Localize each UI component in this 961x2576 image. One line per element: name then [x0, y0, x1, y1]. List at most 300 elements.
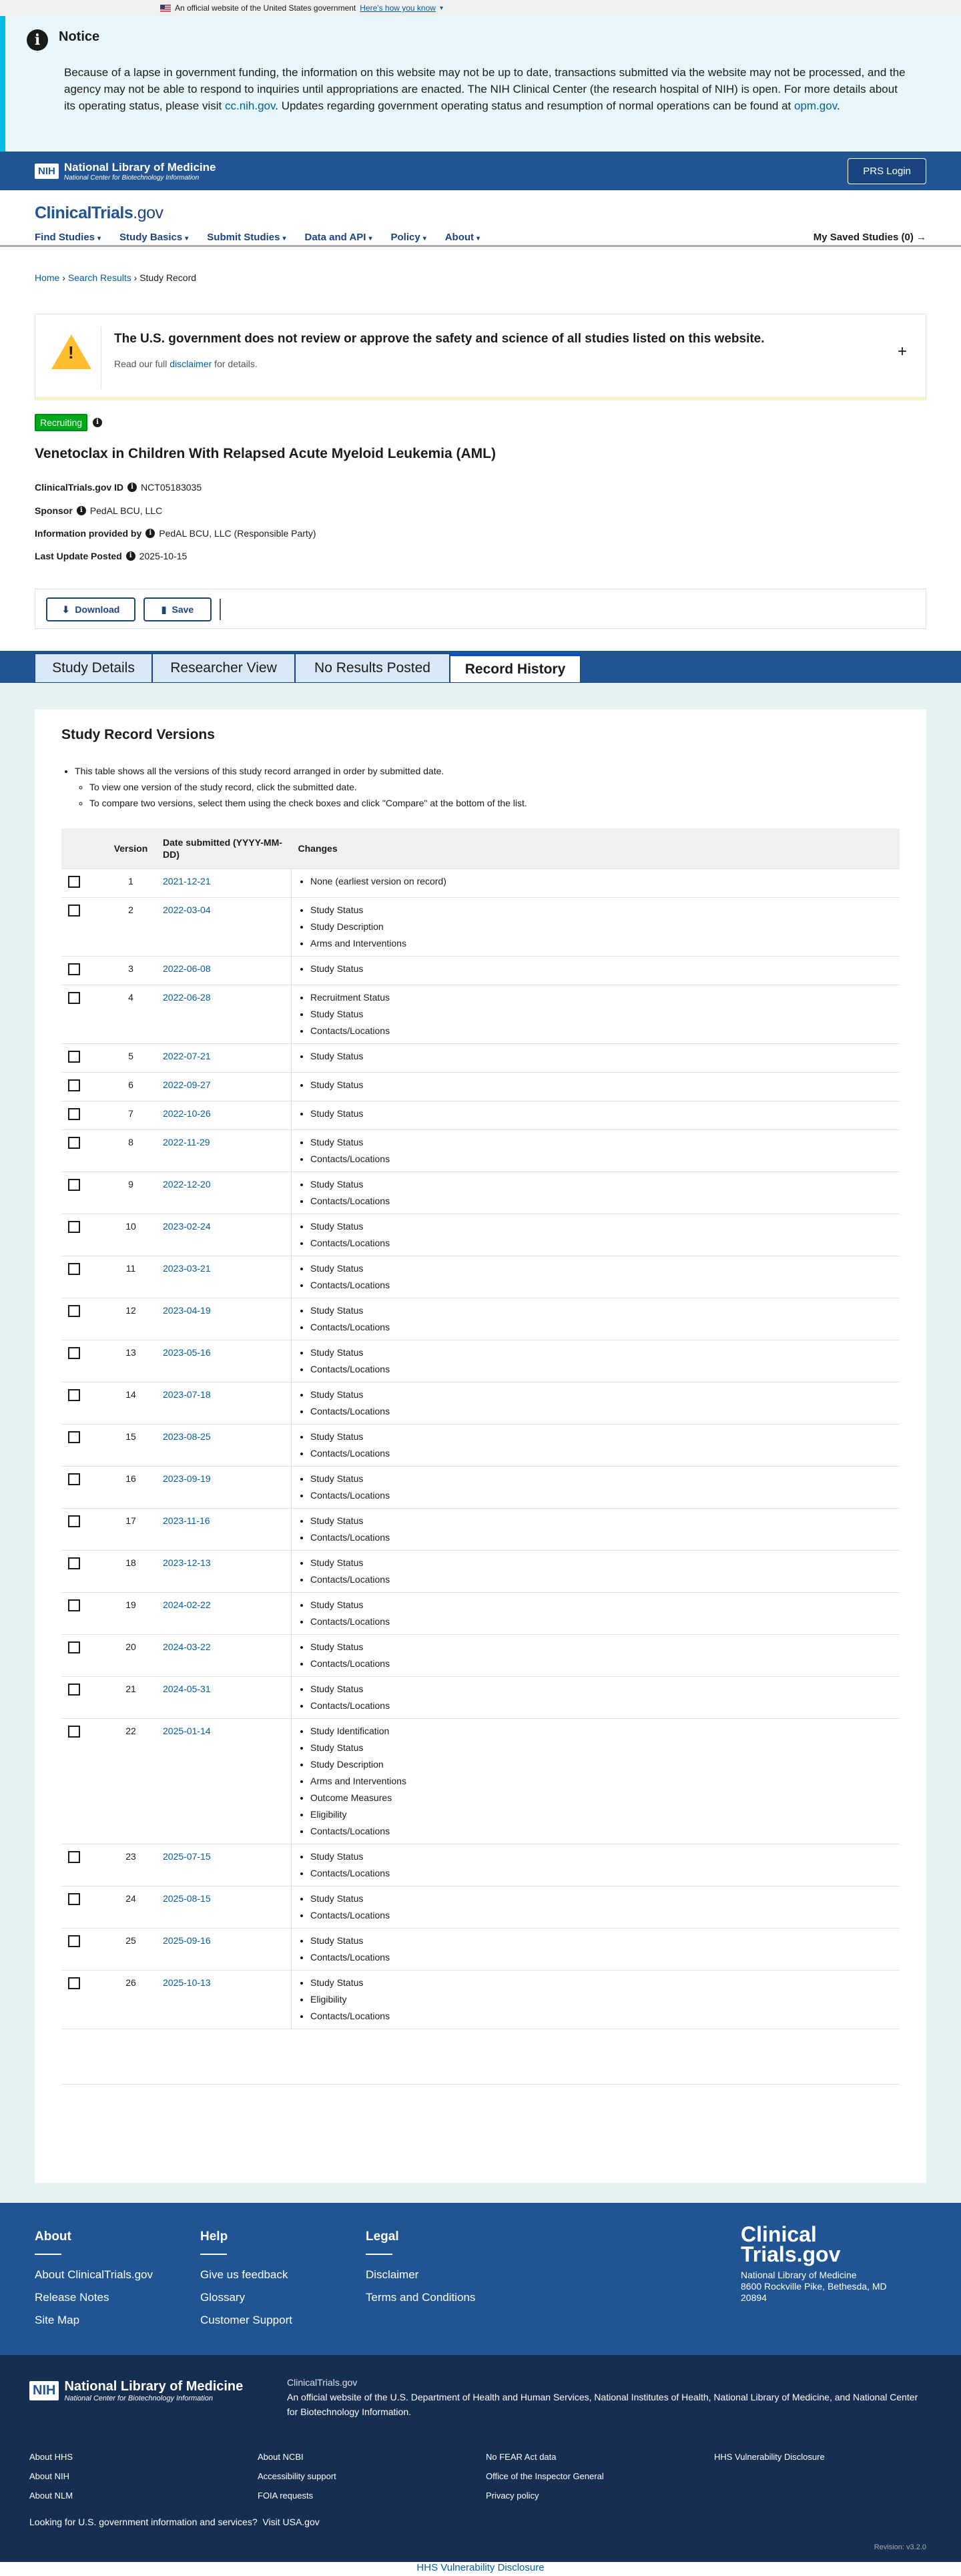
table-row	[61, 1101, 900, 1130]
breadcrumb-search-results[interactable]: Search Results	[67, 272, 131, 283]
table-row	[61, 1593, 900, 1635]
link-about-hhs[interactable]: About HHS	[29, 2452, 73, 2462]
footer-top	[0, 2203, 961, 2355]
table-row	[61, 1073, 900, 1101]
study-id: NCT05183035	[141, 482, 202, 493]
nav-submit-studies[interactable]: Submit Studies ▾	[207, 232, 286, 243]
nlm-link[interactable]: National Library of Medicine	[713, 2392, 830, 2402]
change-item: • Contacts/Locations	[310, 1487, 893, 1504]
changes-list	[298, 1597, 893, 1630]
nlm-header	[0, 152, 961, 190]
change-item: • Contacts/Locations	[310, 1907, 893, 1924]
change-item: • Contacts/Locations	[310, 1823, 893, 1840]
table-row	[61, 1509, 900, 1551]
last-update: 2025-10-15	[139, 551, 188, 561]
link-about-ncbi[interactable]: About NCBI	[258, 2452, 304, 2462]
info-icon[interactable]: i	[77, 506, 86, 515]
version-date-link[interactable]: 2025-08-15	[163, 1893, 211, 1904]
changes-list	[298, 1513, 893, 1546]
bookmark-icon: ▮	[161, 603, 167, 615]
changes-list	[298, 961, 893, 977]
table-row	[61, 985, 900, 1044]
version-date-link[interactable]: 2023-12-13	[163, 1557, 211, 1568]
compare-checkbox[interactable]	[68, 1515, 80, 1527]
how-you-know-link[interactable]: Here's how you know	[360, 3, 436, 13]
notice-text: Because of a lapse in government funding, the information on this website may not be up to date, transactions submitted via the website may not be processed, and the agency may not be able to respond to inquiries until appropriations are enacted. The NIH Clinical Center (the research hospital of NIH) is open. For more details about its operating status, please visit cc.nih.gov. Updates regarding government operating status and resumption of normal operations can be found at opm.gov.	[64, 66, 906, 112]
nav-study-basics[interactable]: Study Basics ▾	[119, 232, 189, 243]
compare-checkbox[interactable]	[68, 1473, 80, 1485]
col-changes: Changes	[292, 828, 900, 869]
info-icon[interactable]: i	[145, 529, 155, 538]
sponsor: PedAL BCU, LLC	[89, 505, 163, 516]
change-item: • Study Status	[310, 1302, 893, 1319]
table-row	[61, 1844, 900, 1886]
changes-list	[298, 1933, 893, 1966]
table-row	[61, 1719, 900, 1844]
version-number: 15	[105, 1425, 156, 1467]
changes-list	[298, 1681, 893, 1714]
change-item: • Study Status	[310, 1513, 893, 1529]
cc-nih-link[interactable]: cc.nih.gov	[224, 99, 276, 112]
compare-checkbox[interactable]	[68, 905, 80, 917]
chevron-down-icon: ▾	[439, 4, 443, 12]
change-item: • Study Status	[310, 1218, 893, 1235]
opm-link[interactable]: opm.gov	[794, 99, 837, 112]
version-number: 25	[105, 1928, 156, 1971]
change-item: • Study Status	[310, 1077, 893, 1093]
instructions: • This table shows all the versions of this study record arranged in order by submitted date. ◦ To view one version of the study record, click the submitted date. ◦ To compare two versions, select them using the check boxes and click "Compare" at the bottom of the list.	[61, 763, 527, 811]
change-item: • Contacts/Locations	[310, 2008, 893, 2025]
change-item: • Contacts/Locations	[310, 1571, 893, 1588]
table-row	[61, 1551, 900, 1593]
change-item: • Contacts/Locations	[310, 1403, 893, 1420]
change-item: • Contacts/Locations	[310, 1865, 893, 1882]
compare-checkbox[interactable]	[68, 1641, 80, 1653]
study-title: Venetoclax in Children With Relapsed Acute Myeloid Leukemia (AML)	[35, 446, 496, 461]
gov-banner	[0, 0, 961, 16]
chevron-down-icon: ▾	[476, 235, 480, 242]
version-date-link[interactable]: 2022-11-29	[163, 1137, 210, 1147]
changes-list	[298, 1077, 893, 1093]
compare-checkbox[interactable]	[68, 1599, 80, 1611]
usa-gov-link[interactable]: Visit USA.gov	[262, 2517, 320, 2527]
table-row	[61, 1635, 900, 1677]
change-item: • Contacts/Locations	[310, 1949, 893, 1966]
link-privacy[interactable]: Privacy policy	[486, 2491, 539, 2501]
version-date-link[interactable]: 2025-10-13	[163, 1977, 211, 1988]
us-flag-icon	[160, 5, 171, 12]
link-accessibility[interactable]: Accessibility support	[258, 2471, 336, 2481]
change-item: • Contacts/Locations	[310, 1023, 893, 1039]
chevron-down-icon: ▾	[282, 235, 286, 242]
table-row	[61, 1928, 900, 1971]
version-number: 16	[105, 1467, 156, 1509]
version-date-link[interactable]: 2021-12-21	[163, 876, 211, 886]
change-item: • Study Identification	[310, 1723, 893, 1740]
compare-checkbox[interactable]	[68, 1137, 80, 1149]
info-icon: i	[27, 29, 48, 51]
tab-study-details[interactable]: Study Details	[35, 654, 152, 683]
compare-checkbox[interactable]	[68, 1179, 80, 1191]
version-date-link[interactable]: 2022-12-20	[163, 1179, 211, 1190]
notice-title: Notice	[59, 29, 100, 44]
funding-notice	[0, 16, 961, 152]
version-date-link[interactable]: 2025-07-15	[163, 1851, 211, 1862]
nav-find-studies[interactable]: Find Studies ▾	[35, 232, 101, 243]
table-row	[61, 1425, 900, 1467]
site-header	[0, 190, 961, 247]
version-date-link[interactable]: 2023-02-24	[163, 1221, 211, 1232]
changes-list	[298, 1723, 893, 1840]
version-date-link[interactable]: 2022-10-26	[163, 1108, 211, 1119]
tab-record-history[interactable]: Record History	[450, 654, 581, 683]
version-date-link[interactable]: 2024-03-22	[163, 1641, 211, 1652]
changes-list	[298, 873, 893, 890]
version-date-link[interactable]: 2023-03-21	[163, 1263, 211, 1274]
footer-about: About About ClinicalTrials.gov Release Notes Site Map	[35, 2230, 153, 2326]
versions-table	[61, 828, 900, 2085]
prs-login-button[interactable]: PRS Login	[848, 158, 926, 184]
compare-checkbox[interactable]	[68, 1221, 80, 1233]
version-number: 11	[105, 1256, 156, 1298]
version-number: 13	[105, 1340, 156, 1382]
compare-checkbox[interactable]	[68, 1557, 80, 1569]
change-item: • Study Status	[310, 1176, 893, 1193]
hhs-link[interactable]: U.S. Department of Health and Human Services	[390, 2392, 589, 2402]
changes-list	[298, 1218, 893, 1252]
compare-checkbox[interactable]	[68, 992, 80, 1004]
version-date-link[interactable]: 2023-11-16	[163, 1515, 210, 1526]
version-number: 5	[105, 1044, 156, 1073]
change-item: • Study Description	[310, 919, 893, 935]
nav-about[interactable]: About ▾	[444, 232, 480, 243]
hhs-vulnerability-link[interactable]: HHS Vulnerability Disclosure	[416, 2562, 545, 2573]
footer-link-terms[interactable]: Terms and Conditions	[366, 2291, 476, 2304]
version-date-link[interactable]: 2023-08-25	[163, 1431, 211, 1442]
version-date-link[interactable]: 2022-06-28	[163, 992, 211, 1003]
version-number: 12	[105, 1298, 156, 1340]
footer-link-disclaimer[interactable]: Disclaimer	[366, 2268, 419, 2281]
footer-logo[interactable]: Clinical Trials.gov	[741, 2222, 841, 2266]
changes-list	[298, 1975, 893, 2025]
table-row	[61, 1044, 900, 1073]
version-date-link[interactable]: 2023-05-16	[163, 1347, 211, 1358]
breadcrumb-home[interactable]: Home	[35, 272, 60, 283]
change-item: • Study Status	[310, 1429, 893, 1445]
change-item: • Recruitment Status	[310, 989, 893, 1006]
table-row	[61, 1298, 900, 1340]
version-number: 18	[105, 1551, 156, 1593]
compare-checkbox[interactable]	[68, 1851, 80, 1863]
footer-brand	[741, 2224, 887, 2304]
download-icon: ⬇	[61, 603, 70, 615]
change-item: • Contacts/Locations	[310, 1613, 893, 1630]
footer-help: Help Give us feedback Glossary Customer Support	[200, 2230, 292, 2326]
compare-checkbox[interactable]	[68, 1431, 80, 1443]
change-item: • Study Status	[310, 902, 893, 919]
changes-list	[298, 1302, 893, 1336]
col-version: Version	[105, 828, 156, 869]
provided-by: PedAL BCU, LLC (Responsible Party)	[159, 528, 316, 539]
version-date-link[interactable]: 2024-05-31	[163, 1684, 211, 1694]
nih-logo: NIH	[35, 164, 59, 179]
change-item: • Outcome Measures	[310, 1790, 893, 1806]
compare-checkbox[interactable]	[68, 1389, 80, 1401]
changes-list	[298, 1429, 893, 1462]
status-badge: Recruiting	[35, 414, 87, 431]
change-item: • Study Status	[310, 1134, 893, 1151]
tab-researcher-view[interactable]: Researcher View	[152, 654, 295, 683]
version-number: 17	[105, 1509, 156, 1551]
chevron-down-icon: ▾	[185, 235, 189, 242]
version-number: 19	[105, 1593, 156, 1635]
footer-address: National Library of Medicine 8600 Rockville Pike, Bethesda, MD 20894	[741, 2270, 887, 2303]
change-item: • Contacts/Locations	[310, 1361, 893, 1378]
version-number: 24	[105, 1886, 156, 1928]
version-number: 22	[105, 1719, 156, 1844]
compare-checkbox[interactable]	[68, 1935, 80, 1947]
version-number: 23	[105, 1844, 156, 1886]
arrow-right-icon: →	[916, 232, 926, 243]
chevron-down-icon: ▾	[368, 235, 372, 242]
change-item: • None (earliest version on record)	[310, 873, 893, 890]
footer-col-4	[714, 2447, 825, 2467]
footer-link-site-map[interactable]: Site Map	[35, 2314, 80, 2326]
footer-col-2	[258, 2447, 336, 2505]
version-number: 20	[105, 1635, 156, 1677]
changes-list	[298, 989, 893, 1039]
compare-checkbox[interactable]	[68, 1726, 80, 1738]
footer-link-glossary[interactable]: Glossary	[200, 2291, 246, 2304]
changes-list	[298, 1260, 893, 1294]
footer-col-3	[486, 2447, 604, 2505]
change-item: • Contacts/Locations	[310, 1698, 893, 1714]
table-row	[61, 1677, 900, 1719]
revision: Revision: v3.2.0	[874, 2543, 926, 2551]
table-row	[61, 1172, 900, 1214]
change-item: • Study Status	[310, 1555, 893, 1571]
compare-checkbox[interactable]	[68, 1108, 80, 1120]
changes-list	[298, 1386, 893, 1420]
change-item: • Contacts/Locations	[310, 1319, 893, 1336]
breadcrumb: Home › Search Results › Study Record	[35, 272, 197, 283]
changes-list	[298, 1176, 893, 1210]
nav-data-api[interactable]: Data and API ▾	[304, 232, 372, 243]
link-vulnerability[interactable]: HHS Vulnerability Disclosure	[714, 2452, 825, 2462]
change-item: • Arms and Interventions	[310, 1773, 893, 1790]
chevron-down-icon: ▾	[97, 235, 101, 242]
disclaimer-link[interactable]: disclaimer	[170, 358, 212, 369]
change-item: • Study Status	[310, 1975, 893, 1991]
info-icon[interactable]: i	[127, 483, 137, 492]
footer-link-feedback[interactable]: Give us feedback	[200, 2268, 288, 2281]
change-item: • Study Status	[310, 1260, 893, 1277]
changes-list	[298, 1105, 893, 1122]
compare-checkbox[interactable]	[68, 1263, 80, 1275]
change-item: • Study Status	[310, 961, 893, 977]
version-date-link[interactable]: 2025-01-14	[163, 1726, 211, 1736]
change-item: • Study Status	[310, 1597, 893, 1613]
site-logo[interactable]: ClinicalTrials.gov	[35, 204, 164, 222]
disclaimer-heading: The U.S. government does not review or approve the safety and science of all studies listed on this website.	[114, 332, 765, 346]
change-item: • Study Status	[310, 1344, 893, 1361]
changes-list	[298, 1848, 893, 1882]
version-date-link[interactable]: 2022-06-08	[163, 963, 211, 974]
change-item: • Contacts/Locations	[310, 1655, 893, 1672]
version-date-link[interactable]: 2025-09-16	[163, 1935, 211, 1946]
version-number: 10	[105, 1214, 156, 1256]
changes-list	[298, 902, 893, 952]
saved-studies-link[interactable]: My Saved Studies (0) →	[813, 232, 926, 243]
last-update-row: Last Update Posted i 2025-10-15	[35, 551, 188, 561]
col-date: Date submitted (YYYY-MM-DD)	[156, 828, 292, 869]
disclaimer-accordion[interactable]	[35, 314, 926, 401]
link-about-nih[interactable]: About NIH	[29, 2471, 69, 2481]
change-item: • Eligibility	[310, 1806, 893, 1823]
download-button[interactable]: ⬇ Download	[46, 597, 135, 621]
link-no-fear[interactable]: No FEAR Act data	[486, 2452, 557, 2462]
ncbi-link[interactable]: National Center for Biotechnology Information	[287, 2392, 918, 2417]
compare-checkbox[interactable]	[68, 1684, 80, 1696]
compare-checkbox[interactable]	[68, 876, 80, 888]
changes-list	[298, 1555, 893, 1588]
version-date-link[interactable]: 2023-09-19	[163, 1473, 211, 1484]
table-row	[61, 1256, 900, 1298]
table-row	[61, 869, 900, 898]
compare-checkbox[interactable]	[68, 1305, 80, 1317]
version-number: 21	[105, 1677, 156, 1719]
record-history-panel	[35, 710, 926, 2183]
table-row	[61, 957, 900, 985]
changes-list	[298, 1890, 893, 1924]
changes-list	[298, 1344, 893, 1378]
tab-no-results[interactable]: No Results Posted	[295, 654, 450, 683]
table-row	[61, 1971, 900, 2029]
change-item: • Contacts/Locations	[310, 1277, 893, 1294]
status-row	[35, 414, 102, 431]
change-item: • Study Status	[310, 1048, 893, 1065]
version-number: 7	[105, 1101, 156, 1130]
version-date-link[interactable]: 2022-07-21	[163, 1051, 211, 1061]
compare-checkbox[interactable]	[68, 1347, 80, 1359]
version-number: 9	[105, 1172, 156, 1214]
study-id-row: ClinicalTrials.gov ID i NCT05183035	[35, 482, 202, 493]
version-number: 6	[105, 1073, 156, 1101]
provided-by-row: Information provided by i PedAL BCU, LLC (Responsible Party)	[35, 528, 316, 539]
footer-col-1	[29, 2447, 73, 2505]
compare-checkbox[interactable]	[68, 1051, 80, 1063]
table-row	[61, 1467, 900, 1509]
nlm-subtitle: National Center for Biotechnology Information	[63, 174, 200, 182]
version-number: 3	[105, 957, 156, 985]
table-row	[61, 1340, 900, 1382]
version-number: 4	[105, 985, 156, 1044]
change-item: • Contacts/Locations	[310, 1445, 893, 1462]
main-nav	[35, 232, 480, 243]
usa-gov-row: Looking for U.S. government information and services? Visit USA.gov	[29, 2517, 320, 2527]
section-heading: Study Record Versions	[61, 727, 215, 742]
change-item: • Study Status	[310, 1681, 893, 1698]
footer-link-support[interactable]: Customer Support	[200, 2314, 292, 2326]
version-date-link[interactable]: 2024-02-22	[163, 1599, 211, 1610]
change-item: • Study Status	[310, 1848, 893, 1865]
table-row	[61, 1214, 900, 1256]
table-row	[61, 1382, 900, 1425]
version-number: 2	[105, 898, 156, 957]
chevron-down-icon: ▾	[422, 235, 426, 242]
hhs-vulnerability-strip	[0, 2562, 961, 2576]
info-icon[interactable]: i	[126, 551, 135, 561]
change-item: • Study Status	[310, 1890, 893, 1907]
compare-checkbox[interactable]	[68, 1977, 80, 1989]
changes-list	[298, 1471, 893, 1504]
sponsor-row: Sponsor i PedAL BCU, LLC	[35, 505, 163, 516]
changes-list	[298, 1134, 893, 1168]
compare-checkbox[interactable]	[68, 1893, 80, 1905]
change-item: • Study Status	[310, 1740, 893, 1756]
change-item: • Study Status	[310, 1006, 893, 1023]
version-date-link[interactable]: 2022-09-27	[163, 1079, 211, 1090]
compare-checkbox[interactable]	[68, 1079, 80, 1091]
footer-nlm-logo[interactable]: NIH National Library of Medicine National Center for Biotechnology Information	[29, 2379, 243, 2402]
disclaimer-text: Read our full disclaimer for details.	[114, 358, 258, 369]
table-row	[61, 898, 900, 957]
info-icon[interactable]: i	[93, 418, 102, 427]
change-item: • Contacts/Locations	[310, 1151, 893, 1168]
change-item: • Study Status	[310, 1639, 893, 1655]
table-row	[61, 1130, 900, 1172]
change-item: • Contacts/Locations	[310, 1193, 893, 1210]
footer-link-release-notes[interactable]: Release Notes	[35, 2291, 109, 2304]
footer-legal: Legal Disclaimer Terms and Conditions	[366, 2230, 476, 2304]
changes-list	[298, 1639, 893, 1672]
version-number: 14	[105, 1382, 156, 1425]
version-date-link[interactable]: 2023-04-19	[163, 1305, 211, 1316]
footer-link-about-ctgov[interactable]: About ClinicalTrials.gov	[35, 2268, 153, 2281]
change-item: • Study Description	[310, 1756, 893, 1773]
nav-policy[interactable]: Policy ▾	[390, 232, 426, 243]
footer-official: ClinicalTrials.gov An official website of the U.S. Department of Health and Human Services, National Institutes of Health, National Library of Medicine, and National Center for Biotechnology Information.	[287, 2377, 918, 2417]
plus-icon[interactable]: +	[897, 342, 907, 360]
link-about-nlm[interactable]: About NLM	[29, 2491, 73, 2501]
change-item: • Arms and Interventions	[310, 935, 893, 952]
action-bar	[35, 589, 926, 629]
tabs-bar	[0, 651, 961, 683]
link-foia[interactable]: FOIA requests	[258, 2491, 314, 2501]
change-item: • Study Status	[310, 1933, 893, 1949]
version-date-link[interactable]: 2023-07-18	[163, 1389, 211, 1400]
gov-banner-text: An official website of the United States government	[175, 3, 356, 13]
change-item: • Eligibility	[310, 1991, 893, 2008]
version-date-link[interactable]: 2022-03-04	[163, 905, 211, 915]
link-inspector-general[interactable]: Office of the Inspector General	[486, 2471, 604, 2481]
change-item: • Study Status	[310, 1471, 893, 1487]
breadcrumb-current: Study Record	[139, 272, 197, 283]
change-item: • Study Status	[310, 1105, 893, 1122]
nih-link[interactable]: National Institutes of Health	[594, 2392, 709, 2402]
version-number: 1	[105, 869, 156, 898]
change-item: • Study Status	[310, 1386, 893, 1403]
table-row	[61, 1886, 900, 1928]
nlm-title: National Library of Medicine	[63, 160, 216, 174]
changes-list	[298, 1048, 893, 1065]
nlm-logo[interactable]	[35, 161, 216, 182]
change-item: • Contacts/Locations	[310, 1235, 893, 1252]
compare-checkbox[interactable]	[68, 963, 80, 975]
save-button[interactable]: ▮ Save	[143, 597, 212, 621]
footer-bottom	[0, 2355, 961, 2576]
version-number: 8	[105, 1130, 156, 1172]
